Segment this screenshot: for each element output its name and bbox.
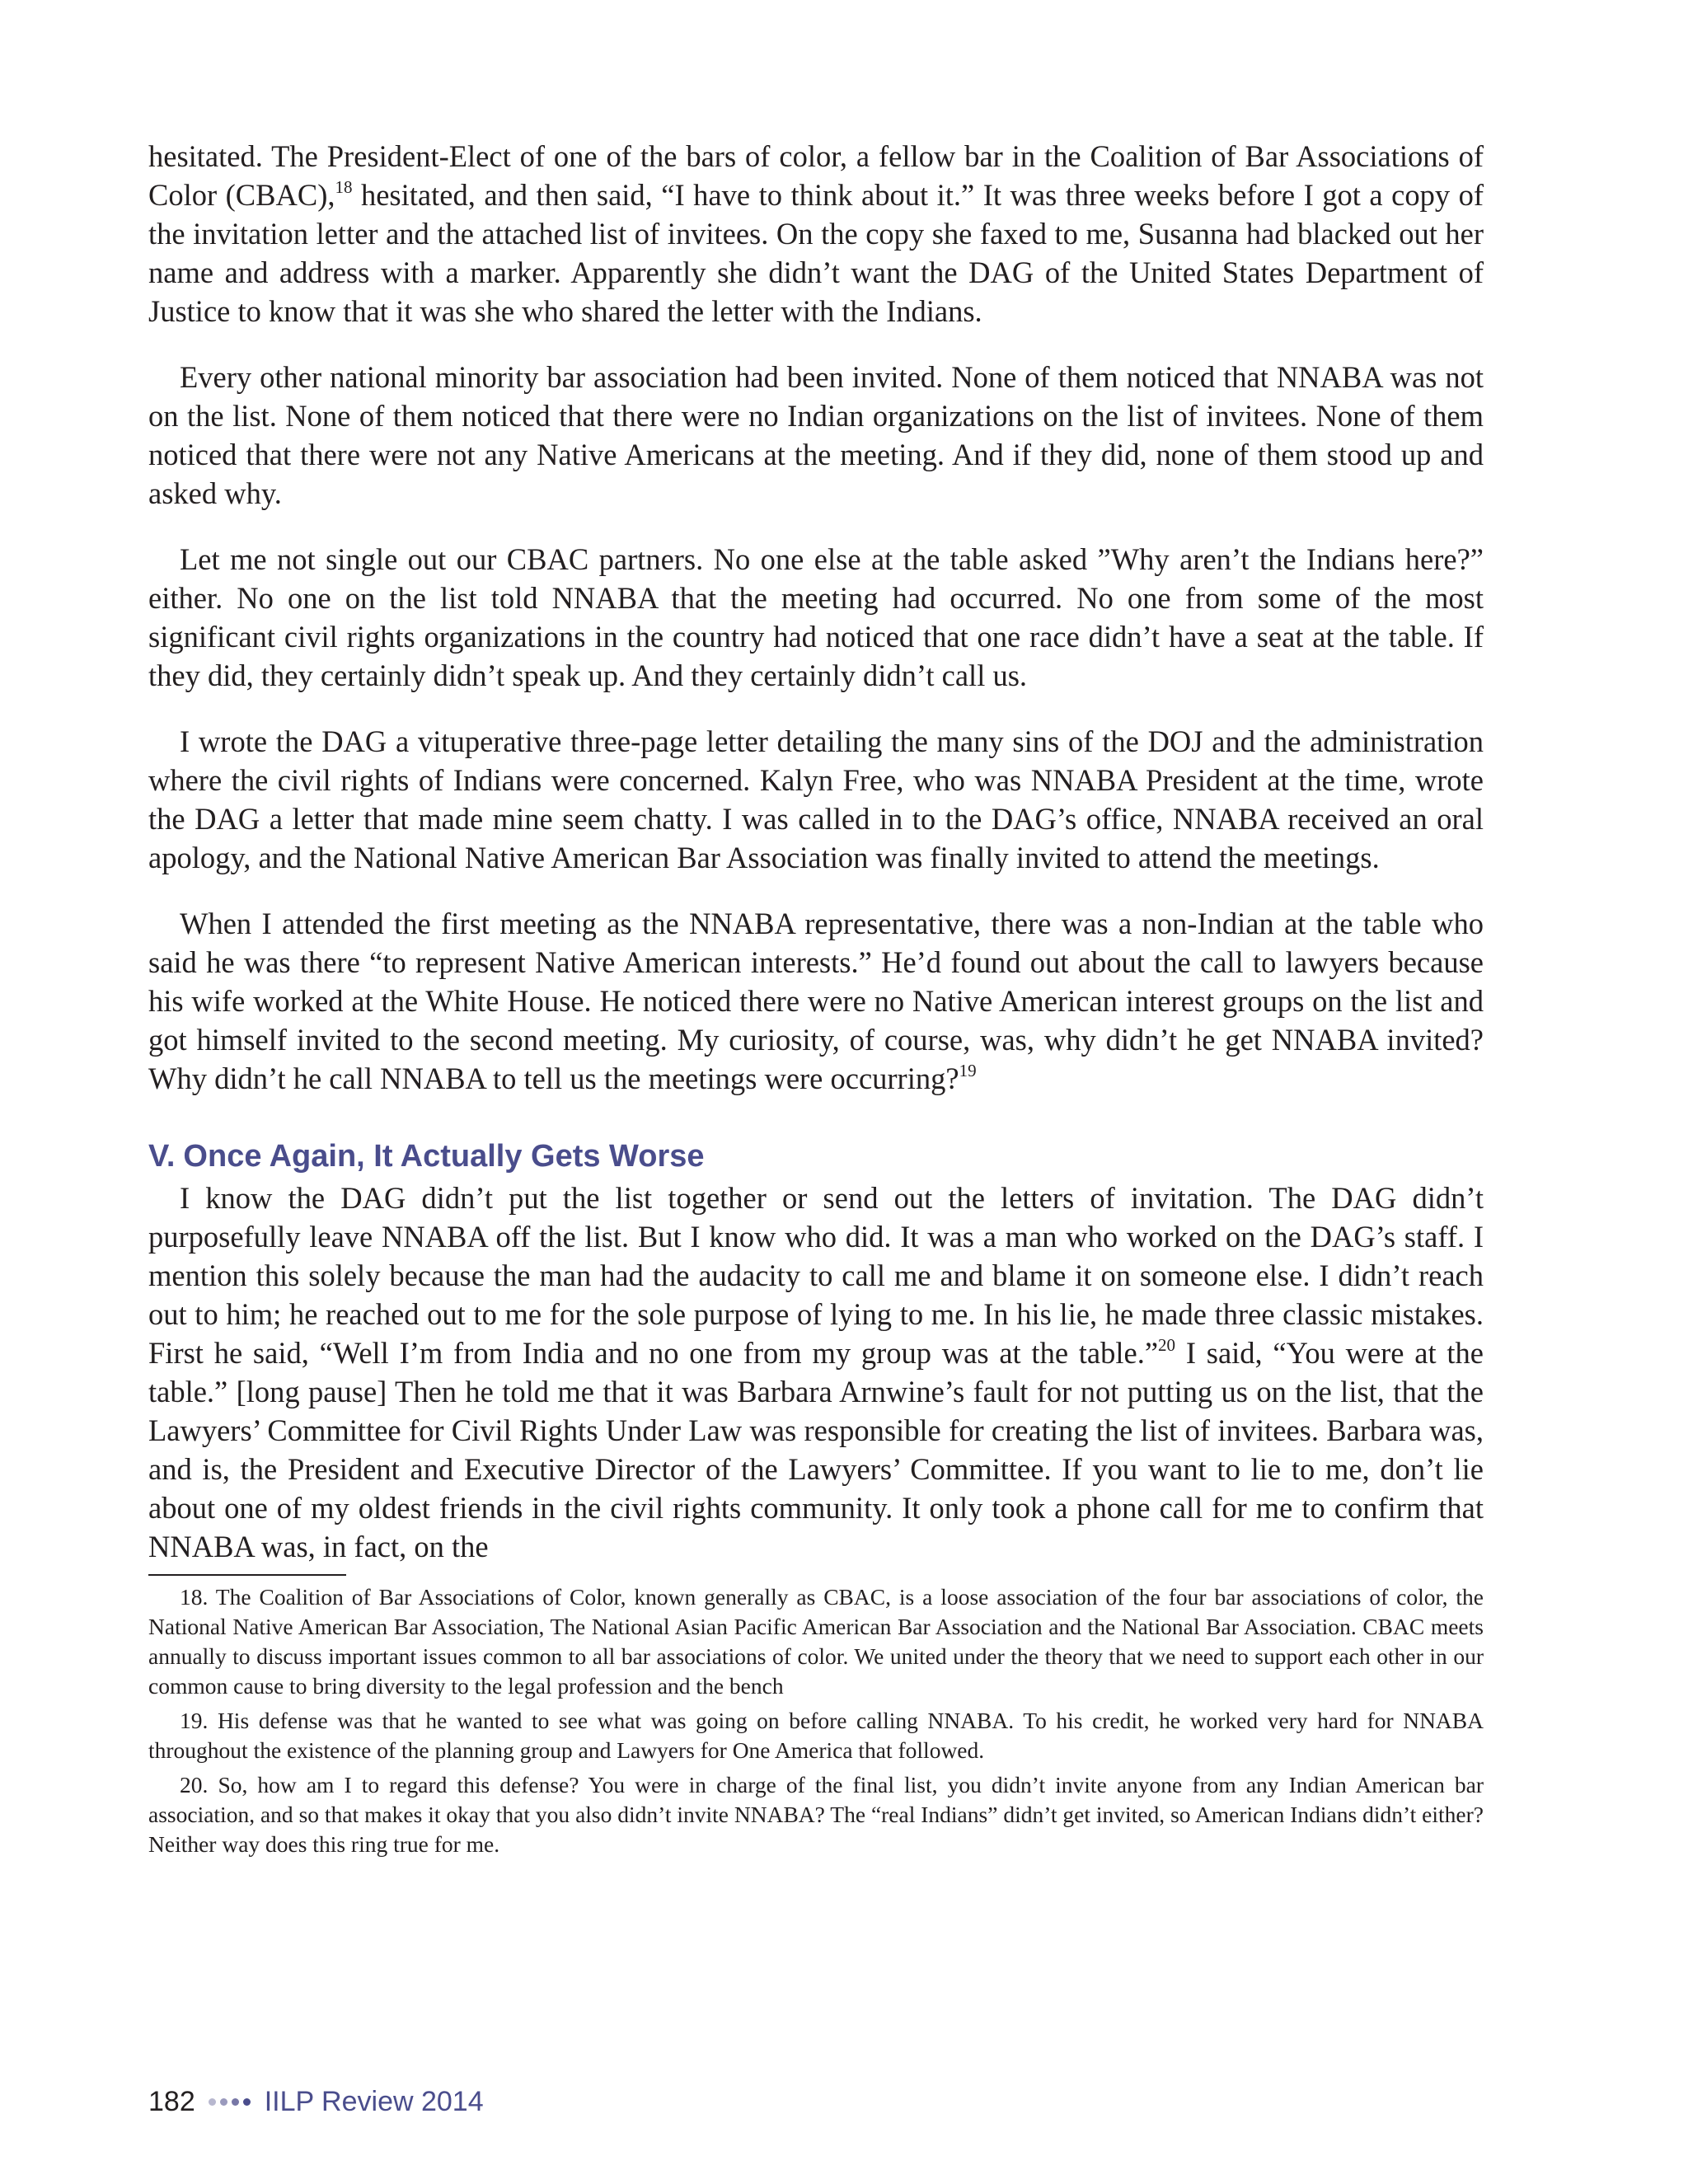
footnote-divider: [148, 1574, 346, 1576]
body-paragraph-1: [148, 137, 1484, 330]
paragraph-text: hesitated. The President-Elect of one of the bars of color, a fellow bar in the Coalition of Bar Associations of Color (CBAC),: [148, 139, 1484, 212]
paragraph-text: I know the DAG didn’t put the list together or send out the letters of invitation. The DAG didn’t purposefully leave NNABA off the list. But I know who did. It was a man who worked on the DAG’s staff. I mention this solely because the man had the audacity to call me and blame it on someone else. I didn’t reach out to him; he reached out to me for the sole purpose of lying to me. In his lie, he made three classic mistakes. First he said, “Well I’m from India and no one from my group was at the table.”: [148, 1181, 1484, 1370]
footnote-18: 18. The Coalition of Bar Associations of Color, known generally as CBAC, is a loose association of the four bar associations of color, the National Native American Bar Association, The National Asian Pacific American Bar Association and the National Bar Association. CBAC meets annually to discuss important issues common to all bar associations of color. We united under the theory that we need to support each other in our common cause to bring diversity to the legal profession and the bench: [148, 1584, 1484, 1699]
body-paragraph-2: Every other national minority bar association had been invited. None of them noticed that NNABA was not on the list. None of them noticed that there were no Indian organizations on the list of invitees. None of them noticed that there were not any Native Americans at the meeting. And if they did, none of them stood up and asked why.: [148, 360, 1484, 510]
paragraph-text: When I attended the first meeting as the NNABA representative, there was a non-Indian at the table who said he was there “to represent Native American interests.” He’d found out about the call to lawyers because his wife worked at the White House. He noticed there were no Native American interest groups on the list and got himself invited to the second meeting. My curiosity, of course, was, why didn’t he get NNABA invited? Why didn’t he call NNABA to tell us the meetings were occurring?: [148, 907, 1484, 1095]
page-footer: [148, 2086, 484, 2118]
section-heading: [148, 1136, 1484, 1177]
footer-dot: [220, 2098, 227, 2106]
footnote-ref-18[interactable]: 18: [335, 176, 353, 197]
page-number: 182: [148, 2086, 195, 2117]
journal-title: IILP Review 2014: [264, 2086, 484, 2117]
footnote-20: 20. So, how am I to regard this defense? You were in charge of the final list, you didn’t invite anyone from any Indian American bar association, and so that makes it okay that you also didn’t invite NNABA? The “real Indians” didn’t get invited, so American Indians didn’t either? Neither way does this ring true for me.: [148, 1772, 1484, 1857]
footer-dots: [209, 2098, 255, 2106]
footer-dot: [243, 2098, 251, 2106]
footnote-ref-19[interactable]: 19: [959, 1060, 977, 1080]
footnote-ref-20[interactable]: 20: [1158, 1334, 1176, 1355]
page-content: [148, 137, 1484, 1861]
body-paragraph-4: I wrote the DAG a vituperative three-page letter detailing the many sins of the DOJ and the administration where the civil rights of Indians were concerned. Kalyn Free, who was NNABA President at the time, wrote the DAG a letter that made mine seem chatty. I was called in to the DAG’s office, NNABA received an oral apology, and the National Native American Bar Association was finally invited to attend the meetings.: [148, 724, 1484, 874]
section-number: V.: [148, 1139, 176, 1174]
body-paragraph-3: Let me not single out our CBAC partners. No one else at the table asked ”Why aren’t the Indians here?” either. No one on the list told NNABA that the meeting had occurred. No one from some of the most significant civil rights organizations in the country had noticed that one race didn’t have a seat at the table. If they did, they certainly didn’t speak up. And they certainly didn’t call us.: [148, 542, 1484, 692]
body-paragraph-5: [148, 904, 1484, 1098]
paragraph-text: I said, “You were at the table.” [long pause] Then he told me that it was Barbara Arnwine’s fault for not putting us on the list, that the Lawyers’ Committee for Civil Rights Under Law was responsible for creating the list of invitees. Barbara was, and is, the President and Executive Director of the Lawyers’ Committee. If you want to lie to me, don’t lie about one of my oldest friends in the civil rights community. It only took a phone call for me to confirm that NNABA was, in fact, on the: [148, 1336, 1484, 1563]
footer-dot: [209, 2098, 216, 2106]
paragraph-text: hesitated, and then said, “I have to think about it.” It was three weeks before I got a copy of the invitation letter and the attached list of invitees. On the copy she faxed to me, Susanna had blacked out her name and address with a marker. Apparently she didn’t want the DAG of the United States Department of Justice to know that it was she who shared the letter with the Indians.: [148, 178, 1484, 328]
footnote-19: 19. His defense was that he wanted to see what was going on before calling NNABA. To his credit, he worked very hard for NNABA throughout the existence of the planning group and Lawyers for One America that followed.: [148, 1708, 1484, 1763]
footnotes: [148, 1582, 1484, 1859]
footer-dot: [232, 2098, 239, 2106]
body-paragraph-6: [148, 1179, 1484, 1566]
section-title: Once Again, It Actually Gets Worse: [183, 1139, 705, 1174]
